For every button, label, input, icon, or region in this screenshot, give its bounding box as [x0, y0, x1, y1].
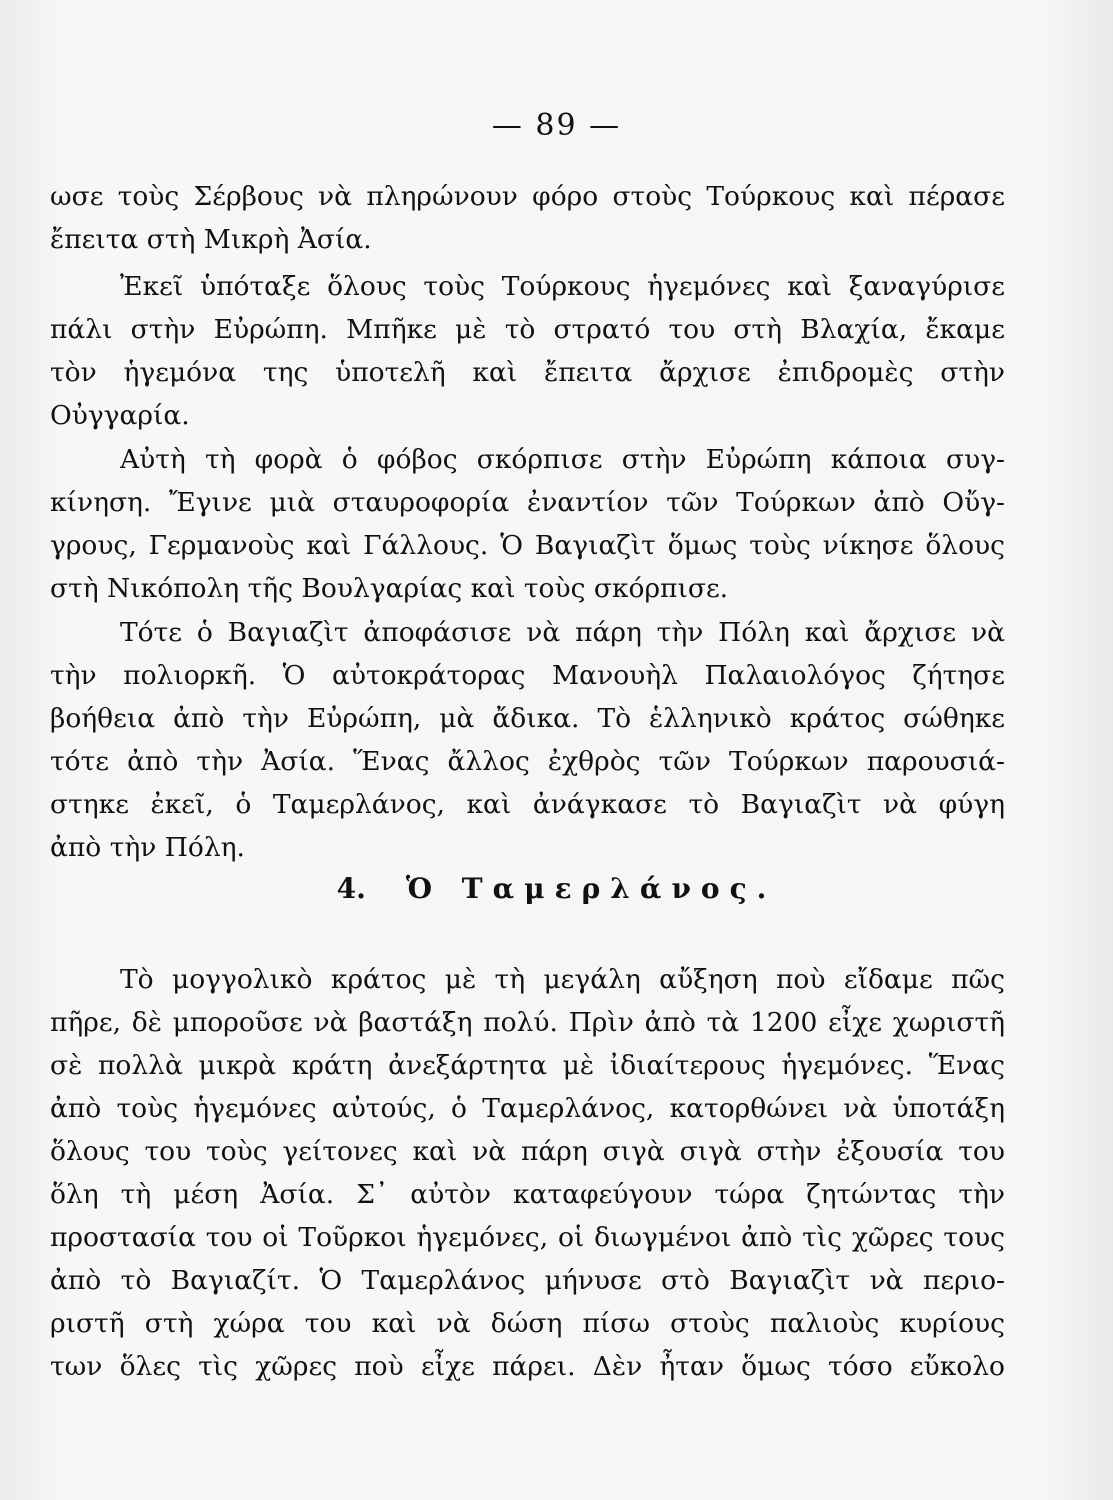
- text-line: στηκε ἐκεῖ, ὁ Ταμερλάνος, καὶ ἀνάγκασε τὸ Βαγιαζὶτ νὰ φύγη: [50, 789, 1005, 820]
- text-line: σὲ πολλὰ μικρὰ κράτη ἀνεξάρτητα μὲ ἰδιαίτερους ἡγεμόνες. Ἕνας: [50, 1050, 1005, 1081]
- text-line: βοήθεια ἀπὸ τὴν Εὐρώπη, μὰ ἄδικα. Τὸ ἑλληνικὸ κράτος σώθηκε: [50, 703, 1005, 734]
- page-number: — 89 —: [491, 108, 622, 143]
- text-line: Τότε ὁ Βαγιαζὶτ ἀποφάσισε νὰ πάρη τὴν Πόλη καὶ ἄρχισε νὰ: [120, 617, 1005, 648]
- text-line: στὴ Νικόπολη τῆς Βουλγαρίας καὶ τοὺς σκόρπισε.: [50, 573, 729, 604]
- text-line: ὅλους του τοὺς γείτονες καὶ νὰ πάρη σιγὰ σιγὰ στὴν ἐξουσία του: [50, 1136, 1005, 1167]
- section-number: 4.: [336, 872, 366, 905]
- text-line: Ἐκεῖ ὑπόταξε ὅλους τοὺς Τούρκους ἡγεμόνες καὶ ξαναγύρισε: [120, 271, 1005, 302]
- text-line: ἀπὸ τὴν Πόλη.: [50, 832, 245, 863]
- text-line: κίνηση. Ἔγινε μιὰ σταυροφορία ἐναντίον τῶν Τούρκων ἀπὸ Οὔγ-: [50, 487, 1005, 518]
- text-line: ριστῆ στὴ χώρα του καὶ νὰ δώση πίσω στοὺς παλιοὺς κυρίους: [50, 1308, 1005, 1339]
- text-line: Αὐτὴ τὴ φορὰ ὁ φόβος σκόρπισε στὴν Εὐρώπη κάποια συγ-: [120, 444, 1005, 475]
- text-line: τὴν πολιορκῆ. Ὁ αὐτοκράτορας Μανουὴλ Παλαιολόγος ζήτησε: [50, 660, 1005, 691]
- text-line: ἀπὸ τὸ Βαγιαζίτ. Ὁ Ταμερλάνος μήνυσε στὸ Βαγιαζὶτ νὰ περιο-: [50, 1265, 1005, 1296]
- text-line: Οὐγγαρία.: [50, 400, 190, 431]
- text-line: πάλι στὴν Εὐρώπη. Μπῆκε μὲ τὸ στρατό του στὴ Βλαχία, ἔκαμε: [50, 314, 1005, 345]
- text-line: ὅλη τὴ μέση Ἀσία. Σ᾿ αὐτὸν καταφεύγουν τώρα ζητώντας τὴν: [50, 1179, 1005, 1210]
- text-line: ἀπὸ τοὺς ἡγεμόνες αὐτούς, ὁ Ταμερλάνος, κατορθώνει νὰ ὑποτάξη: [50, 1093, 1005, 1124]
- text-line: γρους, Γερμανοὺς καὶ Γάλλους. Ὁ Βαγιαζὶτ ὅμως τοὺς νίκησε ὅλους: [50, 530, 1005, 561]
- text-line: ωσε τοὺς Σέρβους νὰ πληρώνουν φόρο στοὺς Τούρκους καὶ πέρασε: [50, 181, 1005, 212]
- text-line: προστασία του οἱ Τοῦρκοι ἡγεμόνες, οἱ διωγμένοι ἀπὸ τὶς χῶρες τους: [50, 1222, 1005, 1253]
- text-line: τότε ἀπὸ τὴν Ἀσία. Ἕνας ἄλλος ἐχθρὸς τῶν Τούρκων παρουσιά-: [50, 746, 1005, 777]
- section-title: Ὁ Ταμερλάνος.: [405, 872, 777, 905]
- section-heading: [0, 872, 1113, 905]
- text-line: τὸν ἡγεμόνα της ὑποτελῆ καὶ ἔπειτα ἄρχισε ἐπιδρομὲς στὴν: [50, 357, 1005, 388]
- text-line: Τὸ μογγολικὸ κράτος μὲ τὴ μεγάλη αὔξηση ποὺ εἴδαμε πῶς: [120, 964, 1005, 995]
- text-line: πῆρε, δὲ μποροῦσε νὰ βαστάξη πολύ. Πρὶν ἀπὸ τὰ 1200 εἶχε χωριστῆ: [50, 1007, 1005, 1038]
- text-line: των ὅλες τὶς χῶρες ποὺ εἶχε πάρει. Δὲν ἦταν ὅμως τόσο εὔκολο: [50, 1351, 1005, 1382]
- text-line: ἔπειτα στὴ Μικρὴ Ἀσία.: [50, 224, 372, 255]
